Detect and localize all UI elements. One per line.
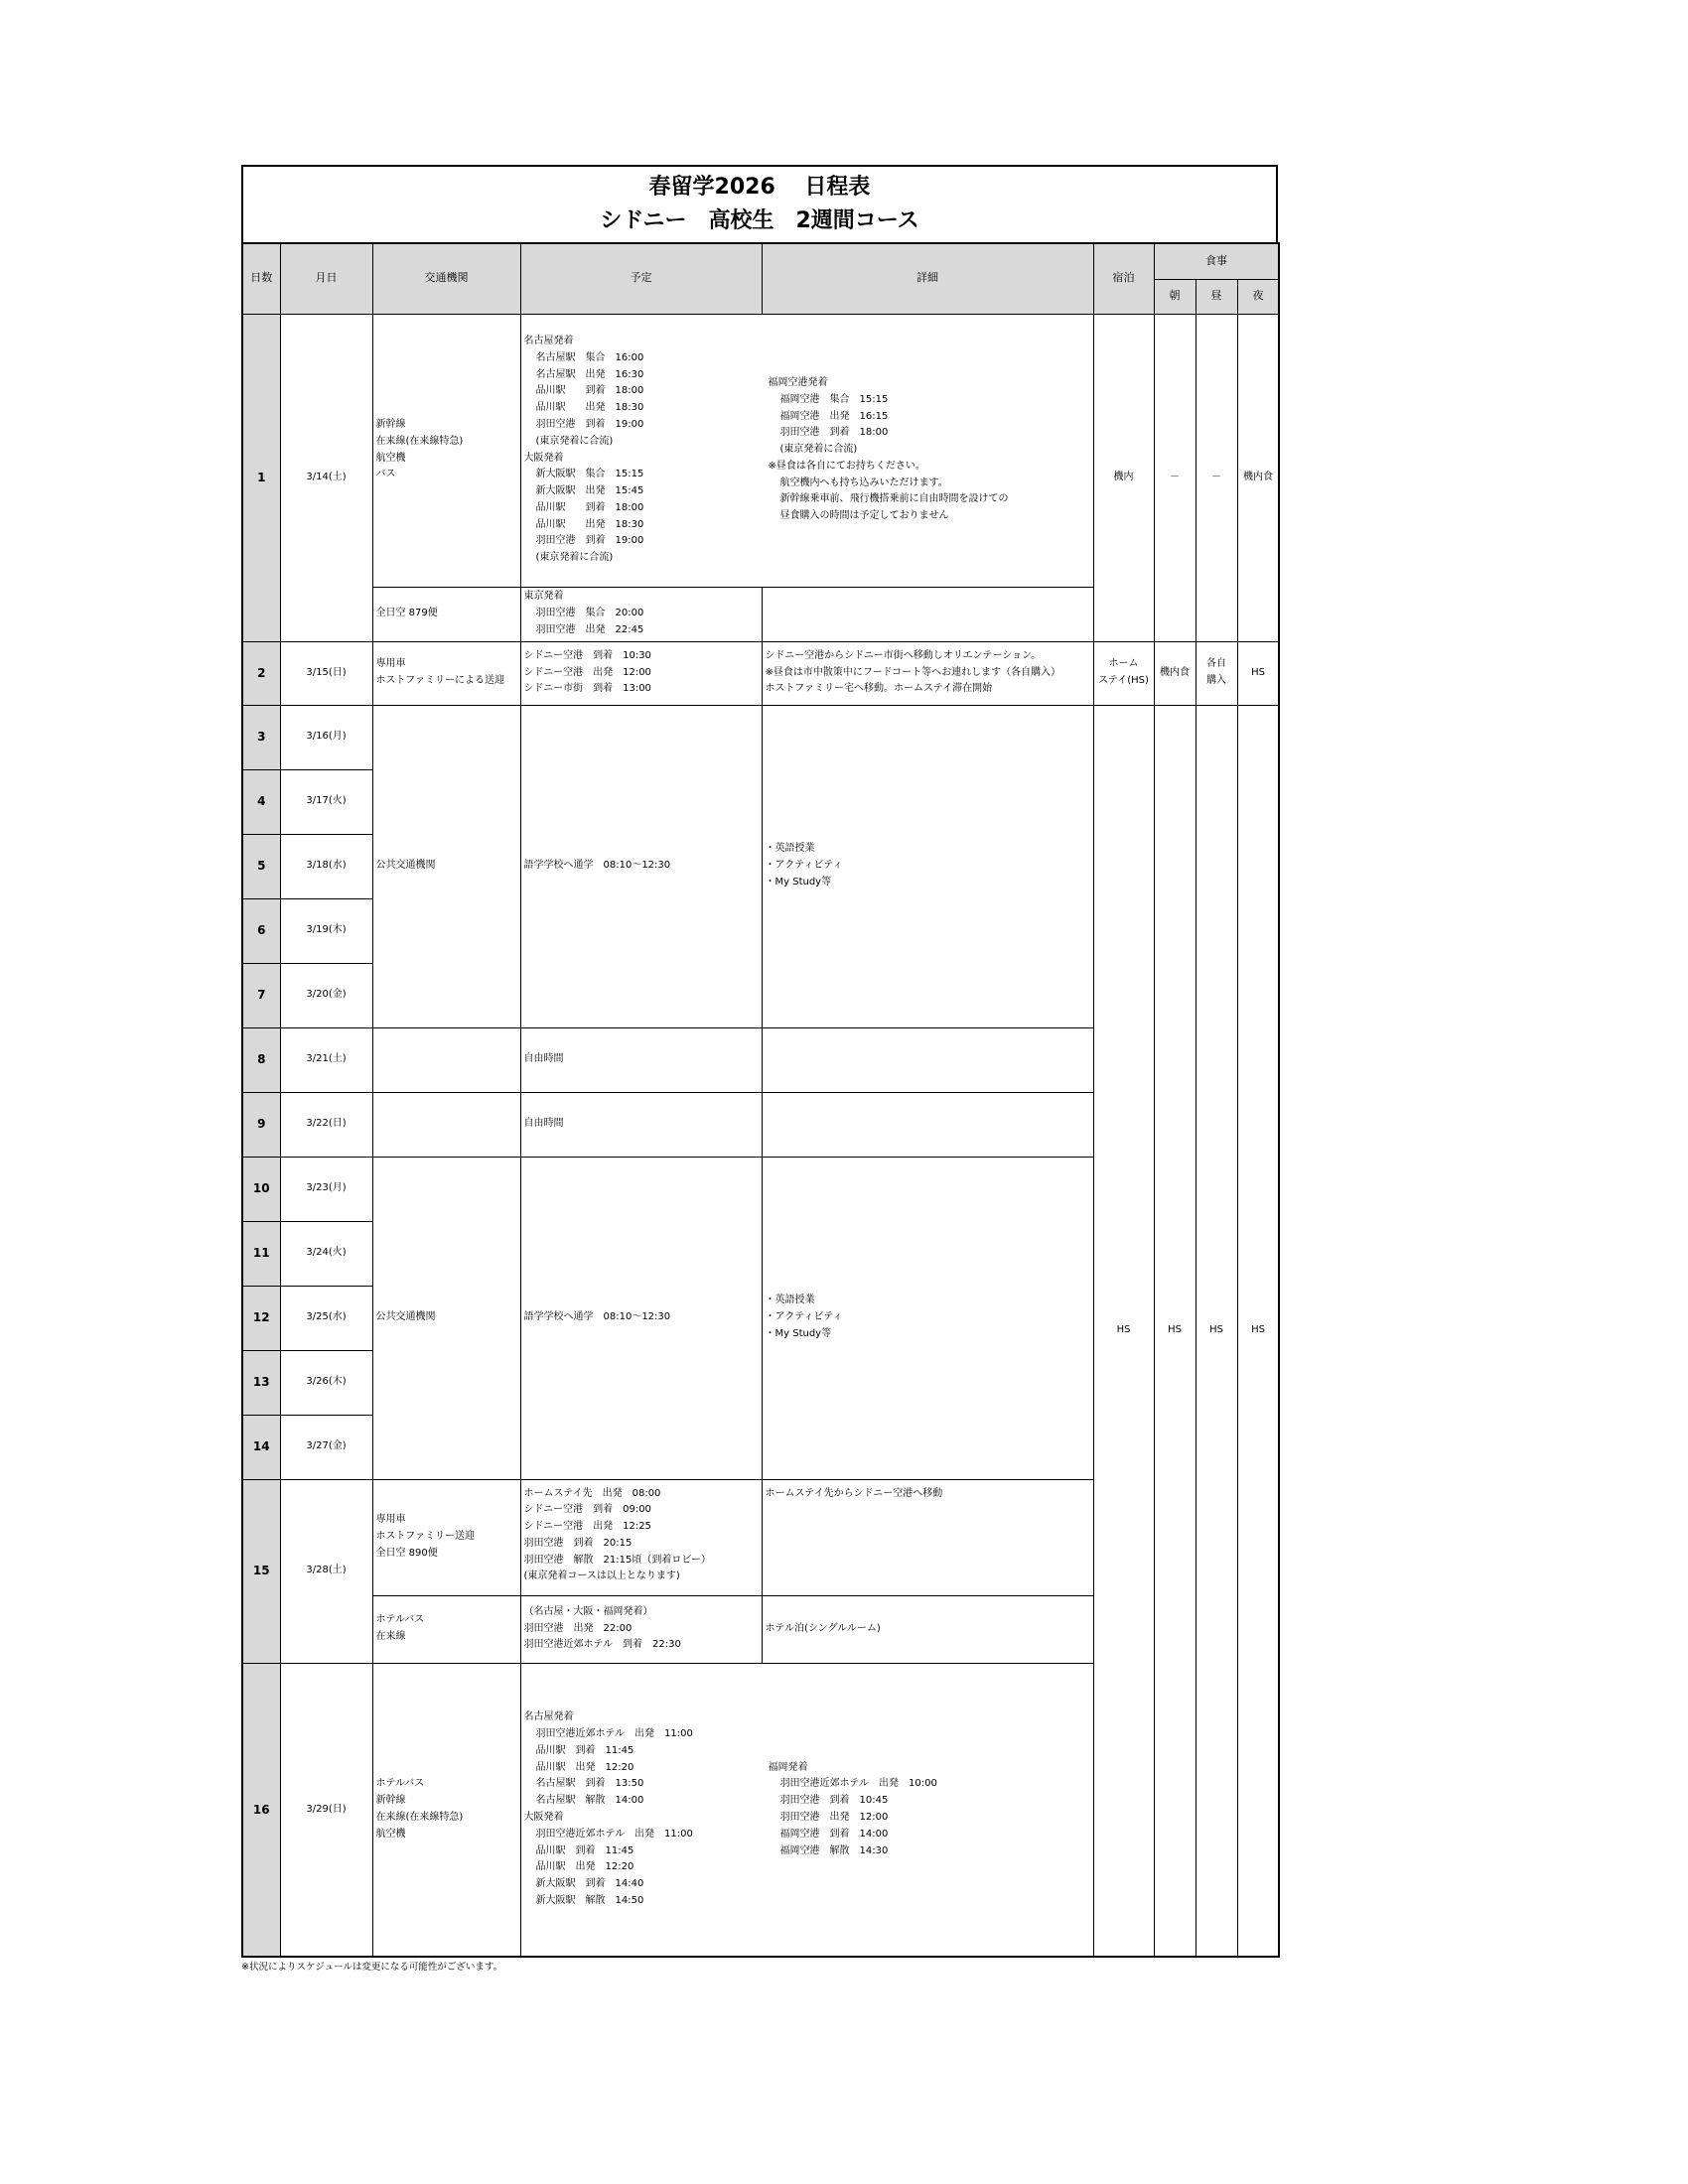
header-plan: 予定: [520, 243, 762, 314]
day-number: 1: [242, 314, 280, 641]
date-cell: 3/25(水): [280, 1286, 372, 1350]
detail-line: 福岡空港 解散 14:30: [779, 1844, 889, 1856]
transport-line: 全日空 890便: [375, 1547, 438, 1559]
date-cell: 3/23(月): [280, 1157, 372, 1221]
plan-line: 名古屋駅 解散 14:00: [535, 1795, 644, 1807]
dinner-cell: HS: [1237, 641, 1279, 705]
breakfast-cell: 機内食: [1154, 641, 1196, 705]
date-cell: 3/22(日): [280, 1092, 372, 1157]
day-number: 3: [242, 705, 280, 769]
detail-line: 福岡空港 到着 14:00: [779, 1828, 889, 1840]
transport-line: ホテルバス: [375, 1614, 425, 1626]
breakfast-cell: HS: [1154, 705, 1196, 1957]
transport-line: 在来線(在来線特急): [375, 435, 464, 447]
date-cell: 3/20(金): [280, 963, 372, 1027]
transport-cell: 公共交通機関: [372, 705, 520, 1027]
plan-line: 名古屋駅 集合 16:00: [535, 351, 644, 363]
plan-line: 羽田空港 到着 20:15: [523, 1537, 633, 1549]
plan-line: 羽田空港近郊ホテル 出発 11:00: [535, 1727, 693, 1739]
transport-line: 新幹線: [375, 418, 406, 430]
date-cell: 3/27(金): [280, 1415, 372, 1479]
transport-cell: [372, 1092, 520, 1157]
date-cell: 3/19(木): [280, 898, 372, 963]
lunch-cell: 各自 購入: [1196, 641, 1237, 705]
plan-line: 羽田空港 到着 19:00: [535, 418, 644, 430]
detail-line: ・英語授業: [765, 1295, 815, 1306]
date-cell: 3/14(土): [280, 314, 372, 641]
day-number: 2: [242, 641, 280, 705]
transport-cell: [372, 1479, 520, 1595]
detail-line: 航空機内へも持ち込みいただけます。: [779, 477, 948, 488]
day-number: 8: [242, 1027, 280, 1092]
header-day: 日数: [242, 243, 280, 314]
day-number: 9: [242, 1092, 280, 1157]
lunch-cell: HS: [1196, 705, 1237, 1957]
plan-detail-cell: [520, 314, 1093, 587]
transport-line: 新幹線: [375, 1795, 406, 1807]
detail-line: 昼食購入の時間は予定しておりません: [779, 510, 949, 522]
detail-line: 福岡空港 集合 15:15: [779, 393, 889, 405]
day-number: 14: [242, 1415, 280, 1479]
transport-line: ホストファミリー送迎: [375, 1531, 475, 1543]
plan-line: (東京発着に合流): [535, 435, 614, 447]
plan-detail-cell: [520, 1663, 1093, 1957]
transport-cell: 公共交通機関: [372, 1157, 520, 1479]
day-number: 16: [242, 1663, 280, 1957]
detail-line: ・アクティビティ: [765, 860, 843, 872]
plan-line: 羽田空港 出発 22:45: [535, 623, 644, 635]
detail-line: ・My Study等: [765, 1327, 832, 1339]
detail-line: ホームステイ先からシドニー空港へ移動: [765, 1487, 943, 1499]
plan-line: 品川駅 出発 18:30: [535, 402, 644, 414]
transport-cell: [372, 1595, 520, 1663]
detail-cell: [762, 587, 1093, 641]
plan-cell: [520, 587, 762, 641]
plan-line: 品川駅 出発 12:20: [535, 1861, 634, 1873]
plan-line: シドニー空港 到着 10:30: [523, 649, 651, 661]
detail-line: 羽田空港 到着 18:00: [779, 427, 889, 439]
plan-line: 羽田空港 解散 21:15頃（到着ロビー）: [523, 1554, 711, 1566]
transport-line: 専用車: [375, 658, 406, 670]
plan-line: 大阪発着: [523, 452, 564, 464]
transport-line: 航空機: [375, 452, 406, 464]
transport-cell: [372, 1027, 520, 1092]
plan-line: （名古屋・大阪・福岡発着）: [523, 1605, 653, 1617]
date-cell: 3/21(土): [280, 1027, 372, 1092]
header-breakfast: 朝: [1154, 279, 1196, 314]
page-title: 春留学2026 日程表: [648, 175, 871, 200]
plan-line: 大阪発着: [523, 1811, 564, 1823]
plan-line: 東京発着: [523, 591, 564, 603]
plan-line: 品川駅 到着 18:00: [535, 501, 644, 513]
detail-line: ※昼食は市中散策中にフードコート等へお連れします（各自購入）: [765, 666, 1061, 678]
plan-cell: 自由時間: [520, 1092, 762, 1157]
detail-line: 羽田空港 到着 10:45: [779, 1795, 889, 1807]
table-row: [242, 314, 1279, 587]
transport-cell: [372, 641, 520, 705]
detail-cell: [762, 641, 1093, 705]
plan-line: 羽田空港近郊ホテル 到着 22:30: [523, 1639, 681, 1651]
plan-line: 品川駅 到着 11:45: [535, 1844, 634, 1856]
plan-line: 羽田空港近郊ホテル 出発 11:00: [535, 1828, 693, 1840]
detail-line: ホストファミリー宅へ移動。ホームステイ滞在開始: [765, 683, 993, 695]
plan-line: 名古屋発着: [523, 335, 574, 346]
plan-line: 羽田空港 出発 22:00: [523, 1622, 633, 1634]
detail-line: シドニー空港からシドニー市街へ移動しオリエンテーション。: [765, 649, 1042, 661]
detail-line: ・アクティビティ: [765, 1311, 843, 1323]
date-cell: 3/26(木): [280, 1350, 372, 1415]
plan-line: シドニー空港 出発 12:00: [523, 666, 651, 678]
schedule-sheet: [241, 165, 1278, 1973]
plan-line: 品川駅 出発 18:30: [535, 518, 644, 530]
day-number: 10: [242, 1157, 280, 1221]
detail-line: 福岡空港発着: [768, 376, 828, 388]
plan-cell: [520, 1479, 762, 1595]
plan-cell: [520, 1595, 762, 1663]
plan-cell: 語学学校へ通学 08:10～12:30: [520, 1157, 762, 1479]
detail-cell: [762, 1027, 1093, 1092]
plan-line: 名古屋発着: [523, 1711, 574, 1723]
detail-cell: ホテル泊(シングルルーム): [762, 1595, 1093, 1663]
plan-line: 新大阪駅 到着 14:40: [535, 1878, 644, 1890]
detail-line: (東京発着に合流): [779, 444, 858, 456]
detail-line: ・My Study等: [765, 876, 832, 887]
stay-cell: HS: [1093, 705, 1154, 1957]
header-stay: 宿泊: [1093, 243, 1154, 314]
day-number: 4: [242, 769, 280, 834]
schedule-table: [241, 242, 1280, 1958]
plan-line: (東京発着に合流): [535, 552, 614, 564]
date-cell: 3/18(水): [280, 834, 372, 898]
date-cell: 3/16(月): [280, 705, 372, 769]
stay-cell: 機内: [1093, 314, 1154, 641]
detail-line: 福岡空港 出発 16:15: [779, 410, 889, 422]
detail-cell: [762, 1479, 1093, 1595]
detail-cell: [762, 705, 1093, 1027]
plan-cell: 自由時間: [520, 1027, 762, 1092]
transport-line: バス: [375, 469, 396, 480]
plan-cell: [520, 641, 762, 705]
plan-cell: 語学学校へ通学 08:10～12:30: [520, 705, 762, 1027]
stay-cell: ホーム ステイ(HS): [1093, 641, 1154, 705]
date-cell: 3/29(日): [280, 1663, 372, 1957]
plan-line: 新大阪駅 集合 15:15: [535, 469, 644, 480]
plan-line: 名古屋駅 到着 13:50: [535, 1778, 644, 1790]
footnote: ※状況によりスケジュールは変更になる可能性がございます。: [241, 1962, 503, 1974]
transport-cell: 全日空 879便: [372, 587, 520, 641]
day-number: 15: [242, 1479, 280, 1663]
lunch-cell: －: [1196, 314, 1237, 641]
plan-line: (東京発着コースは以上となります): [523, 1570, 680, 1582]
plan-line: 羽田空港 集合 20:00: [535, 608, 644, 619]
transport-cell: [372, 314, 520, 587]
date-cell: 3/24(火): [280, 1221, 372, 1286]
detail-line: ・英語授業: [765, 843, 815, 855]
transport-cell: [372, 1663, 520, 1957]
day-number: 13: [242, 1350, 280, 1415]
date-cell: 3/28(土): [280, 1479, 372, 1663]
detail-line: 羽田空港近郊ホテル 出発 10:00: [779, 1778, 937, 1790]
detail-line: 新幹線乗車前、飛行機搭乗前に自由時間を設けての: [779, 493, 1009, 505]
dinner-cell: 機内食: [1237, 314, 1279, 641]
plan-line: 名古屋駅 出発 16:30: [535, 368, 644, 380]
day-number: 12: [242, 1286, 280, 1350]
transport-line: 航空機: [375, 1828, 406, 1840]
plan-line: 品川駅 到着 18:00: [535, 385, 644, 397]
plan-line: 新大阪駅 出発 15:45: [535, 485, 644, 497]
header-meals: 食事: [1154, 243, 1279, 279]
date-cell: 3/15(日): [280, 641, 372, 705]
detail-cell: [762, 1157, 1093, 1479]
plan-line: 品川駅 到着 11:45: [535, 1744, 634, 1756]
plan-line: シドニー空港 出発 12:25: [523, 1521, 651, 1533]
date-cell: 3/17(火): [280, 769, 372, 834]
detail-line: 福岡発着: [768, 1761, 808, 1773]
header-transport: 交通機関: [372, 243, 520, 314]
header-lunch: 昼: [1196, 279, 1237, 314]
header-dinner: 夜: [1237, 279, 1279, 314]
plan-line: シドニー空港 到着 09:00: [523, 1504, 651, 1516]
day-number: 11: [242, 1221, 280, 1286]
table-row: [242, 705, 1279, 769]
transport-line: ホストファミリーによる送迎: [375, 675, 504, 686]
page-subtitle: シドニー 高校生 2週間コース: [600, 208, 919, 233]
header-date: 月日: [280, 243, 372, 314]
transport-line: 在来線: [375, 1631, 406, 1643]
plan-line: 羽田空港 到着 19:00: [535, 535, 644, 547]
detail-cell: [762, 1092, 1093, 1157]
day-number: 7: [242, 963, 280, 1027]
plan-line: 品川駅 出発 12:20: [535, 1761, 634, 1773]
plan-line: 新大阪駅 解散 14:50: [535, 1894, 644, 1906]
day-number: 5: [242, 834, 280, 898]
dinner-cell: HS: [1237, 705, 1279, 1957]
detail-line: 羽田空港 出発 12:00: [779, 1811, 889, 1823]
title-box: [241, 165, 1278, 242]
table-row: [242, 641, 1279, 705]
plan-line: ホームステイ先 出発 08:00: [523, 1487, 661, 1499]
day-number: 6: [242, 898, 280, 963]
detail-line: ※昼食は各自にてお持ちください。: [768, 460, 925, 472]
transport-line: 専用車: [375, 1514, 406, 1526]
breakfast-cell: －: [1154, 314, 1196, 641]
plan-line: シドニー市街 到着 13:00: [523, 683, 651, 695]
transport-line: ホテルバス: [375, 1778, 425, 1790]
header-detail: 詳細: [762, 243, 1093, 314]
transport-line: 在来線(在来線特急): [375, 1811, 464, 1823]
